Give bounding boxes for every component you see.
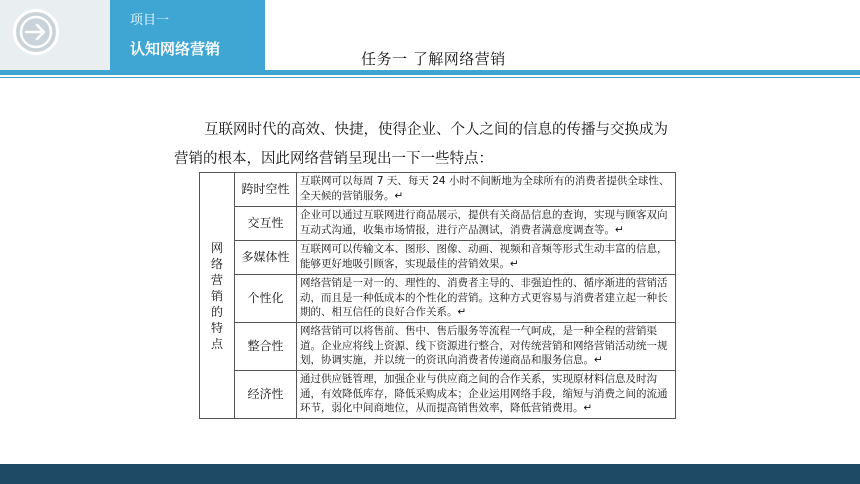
feature-description: 网络营销是一对一的、理性的、消费者主导的、非强迫性的、循序渐进的营销活动，而且是一种低成本的个性化的营销。这种方式更容易与消费者建立起一种长期的、相互信任的良好合作关系。↵ [297,275,676,323]
table-row [200,173,676,207]
features-table [199,172,676,419]
category-cell [200,173,235,419]
table-row [200,275,676,323]
intro-line-2: 营销的根本，因此网络营销呈现出一下一些特点： [174,151,493,167]
feature-name: 个性化 [235,275,297,323]
feature-name: 整合性 [235,323,297,371]
category-label: 网络营销的特点 [210,240,223,351]
feature-name: 交互性 [235,207,297,241]
arrow-right-circle-icon [13,9,59,55]
table-row [200,371,676,419]
feature-description: 网络营销可以将售前、售中、售后服务等流程一气呵成，是一种全程的营销渠道。企业应将线上资源、线下资源进行整合，对传统营销和网络营销活动统一规划，协调实施，并以统一的资讯向消费者传递商品和服务信息。↵ [297,323,676,371]
table-row [200,323,676,371]
feature-description: 通过供应链管理，加强企业与供应商之间的合作关系，实现原材料信息及时沟通，有效降低库存，降低采购成本；企业运用网络手段，缩短与消费之间的流通环节，弱化中间商地位，从而提高销售效率，降低营销费用。↵ [297,371,676,419]
project-title: 认知网络营销 [130,40,221,58]
project-label: 项目一 [130,13,170,28]
feature-description: 企业可以通过互联网进行商品展示，提供有关商品信息的查询，实现与顾客双向互动式沟通，收集市场情报，进行产品测试，消费者满意度调查等。↵ [297,207,676,241]
feature-name: 多媒体性 [235,241,297,275]
header-rule-thin [0,77,860,78]
feature-name: 经济性 [235,371,297,419]
footer-bar [0,464,860,484]
feature-description: 互联网可以每周 7 天、每天 24 小时不间断地为全球所有的消费者提供全球性、全天候的营销服务。↵ [297,173,676,207]
table-row [200,207,676,241]
intro-line-1: 互联网时代的高效、快捷，使得企业、个人之间的信息的传播与交换成为 [204,122,668,138]
feature-name: 跨时空性 [235,173,297,207]
header-rule [0,70,860,75]
task-title: 任务一 了解网络营销 [361,50,506,68]
intro-paragraph [174,116,734,174]
feature-description: 互联网可以传输文本、图形、图像、动画、视频和音频等形式生动丰富的信息，能够更好地吸引顾客，实现最佳的营销效果。↵ [297,241,676,275]
table-row [200,241,676,275]
